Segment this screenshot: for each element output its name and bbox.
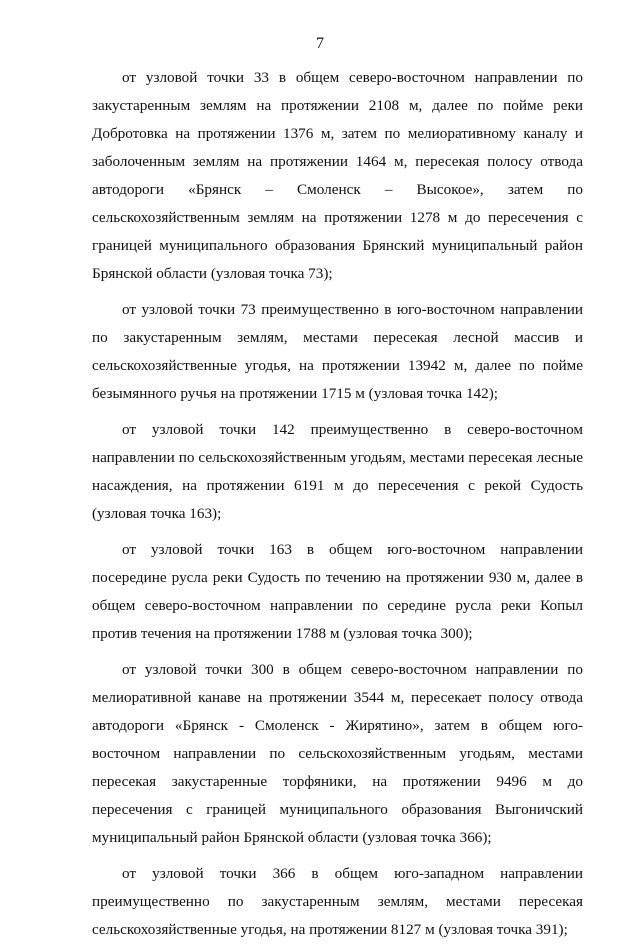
paragraph-4: от узловой точки 163 в общем юго-восточном направлении посередине русла реки Судость по течению на протяжении 930 м, далее в общем северо-восточном направлении по середине русла реки Копыл против течения на протяжении 1788 м (узловая точка 300); [92,541,583,642]
paragraph-2: от узловой точки 73 преимущественно в юго-восточном направлении по закустаренным землям, местами пересекая лесной массив и сельскохозяйственные угодья, на протяжении 13942 м, далее по пойме безымянного ручья на протяжении 1715 м (узловая точка 142); [92,301,583,402]
page-number: 7 [316,35,324,52]
paragraph-3: от узловой точки 142 преимущественно в северо-восточном направлении по сельскохозяйственным угодьям, местами пересекая лесные насаждения, на протяжении 6191 м до пересечения с рекой Судость (узловая точка 163); [92,421,583,522]
paragraph-5: от узловой точки 300 в общем северо-восточном направлении по мелиоративной канаве на протяжении 3544 м, пересекает полосу отвода автодороги «Брянск - Смоленск - Жирятино», затем в общем юго-восточном направлении по сельскохозяйственным угодьям, местами пересекая закустаренные торфяники, на протяжении 9496 м до пересечения с границей муниципального образования Выгоничский муниципальный район Брянской области (узловая точка 366); [92,661,583,846]
paragraph-1: от узловой точки 33 в общем северо-восточном направлении по закустаренным землям на протяжении 2108 м, далее по пойме реки Добротовка на протяжении 1376 м, затем по мелиоративному каналу и заболоченным землям на протяжении 1464 м, пересекая полосу отвода автодороги «Брянск – Смоленск – Высокое», затем по сельскохозяйственным землям на протяжении 1278 м до пересечения с границей муниципального образования Брянский муниципальный район Брянской области (узловая точка 73); [92,69,583,282]
paragraph-6: от узловой точки 366 в общем юго-западном направлении преимущественно по закустаренным землям, местами пересекая сельскохозяйственные угодья, на протяжении 8127 м (узловая точка 391); [92,865,583,938]
document-body [92,64,583,952]
